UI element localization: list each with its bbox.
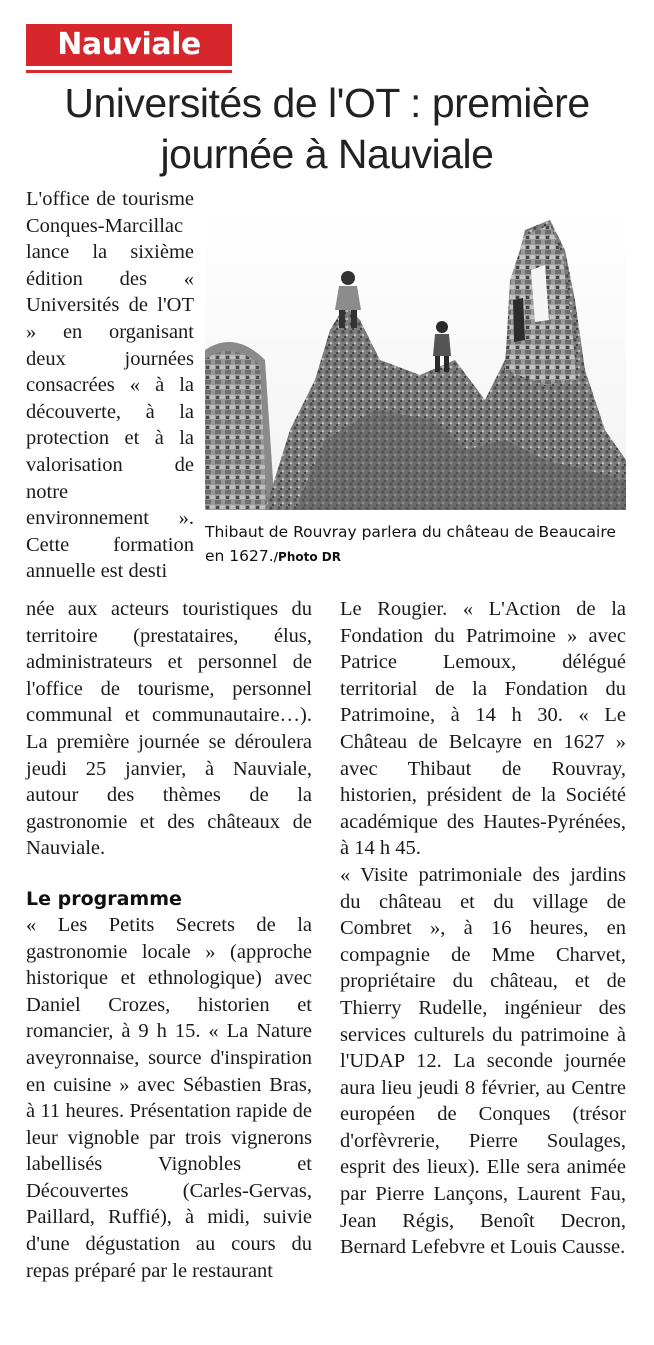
lead-paragraph: L'office de tourisme Conques-Marcillac lance la sixième édition des « Universités de l'OT » en organisant deux journées consacrées « à la découverte, à la protection et à la valorisation de notre environnement ». Cette formation annuelle est desti — [26, 188, 194, 583]
kicker-rule — [26, 70, 232, 73]
programme-text-col2a: Le Rougier. « L'Action de la Fondation du Patrimoine » avec Patrice Lemoux, délégué territorial de la Fondation du Patrimoine, à 14 h 30. « Le Château de Belcayre en 1627 » avec Thibaut de Rouvray, historien, président de la Société académique des Hautes-Pyrénées, à 14 h 45. — [340, 598, 626, 860]
programme-text-col1: « Les Petits Secrets de la gastronomie locale » (approche historique et ethnologique) avec Daniel Crozes, historien et romancier, à 9 h 15. « La Nature aveyronnaise, source d'inspiration en cuisine » avec Sébastien Bras, à 11 heures. Présentation rapide de leur vignoble par trois vignerons labellisés Vignobles et Découvertes (Carles-Gervas, Paillard, Ruffié), à midi, suivie d'une dégustation au cours du repas préparé par le restaurant — [26, 913, 312, 1282]
programme-text-col2b: « Visite patrimoniale des jardins du château et du village de Combret », à 16 heures, en compagnie de Mme Charvet, propriétaire du château, et de Thierry Rudelle, ingénieur des services culturels du patrimoine à l'UDAP 12. La seconde journée aura lieu jeudi 8 février, au Centre européen de Conques (trésor d'orfèvrerie, Pierre Soulages, esprit des lieux). Elle sera animée par Pierre Lançons, Laurent Fau, Jean Régis, Benoît Decron, Bernard Lefebvre et Louis Causse. — [340, 863, 626, 1259]
section-kicker: Nauviale — [26, 24, 232, 66]
castle-ruins-photo — [205, 210, 626, 510]
article-column-left — [26, 596, 312, 1284]
headline: Universités de l'OT : première journée à Nauviale — [64, 80, 590, 177]
photo-caption — [205, 520, 626, 569]
photo-credit: /Photo DR — [273, 550, 341, 564]
programme-heading: Le programme — [26, 887, 182, 910]
article-column-right — [340, 596, 626, 1261]
lead-paragraph-continued: née aux acteurs touristiques du territoire (prestataires, élus, administrateurs et personnel de l'office de tourisme, personnel communal et communautaire…). La première journée se déroulera jeudi 25 janvier, à Nauviale, autour des thèmes de la gastronomie et des châteaux de Nauviale. — [26, 598, 312, 860]
caption-text: Thibaut de Rouvray parlera du château de Beaucaire en 1627. — [205, 523, 616, 565]
